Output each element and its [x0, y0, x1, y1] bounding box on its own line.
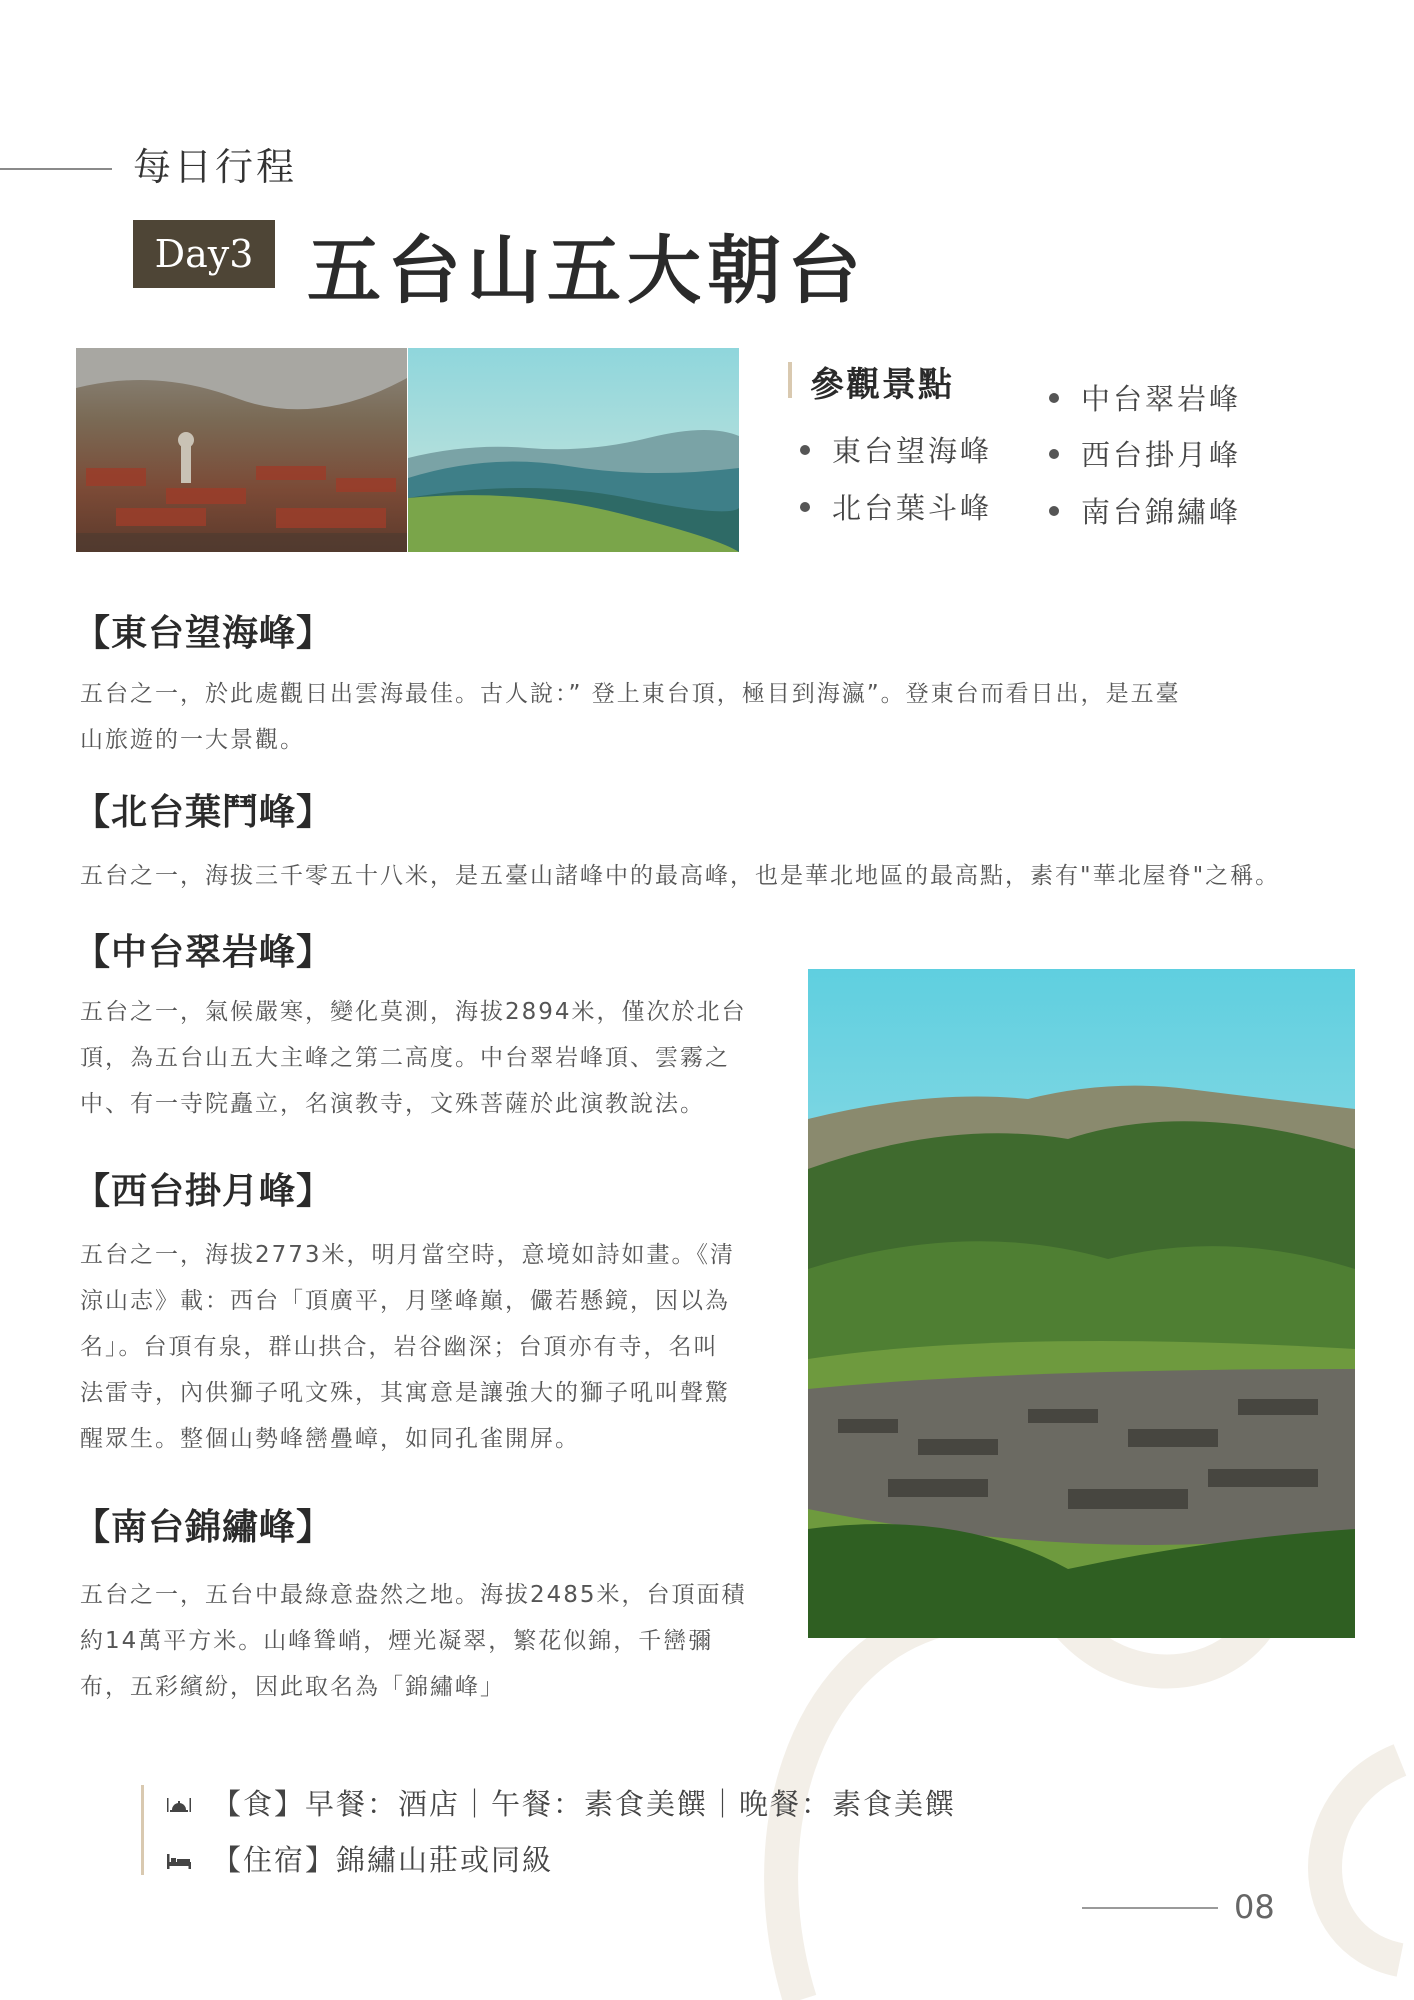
attraction-item: 中台翠岩峰 — [1049, 377, 1241, 418]
section-label: 每日行程 — [133, 145, 298, 189]
section-paragraph: 五台之一，海拔2773米，明月當空時，意境如詩如畫。《清 涼山志》載：西台「頂廣平，月墜峰巔，儼若懸鏡，因以為 名」。台頂有泉，群山拱合，岩谷幽深；台頂亦有寺，名叫 法雷寺，內供獅子吼文殊，其寓意是讓強大的獅子吼叫聲驚 醒眾生。整個山勢峰巒疊嶂，如同孔雀開屏。 — [80, 1242, 736, 1452]
bed-icon — [166, 1851, 192, 1871]
bullet-icon — [1049, 449, 1059, 459]
bullet-icon — [1049, 506, 1059, 516]
attraction-item: 西台掛月峰 — [1049, 433, 1241, 474]
valley-village-photo — [808, 969, 1355, 1638]
attractions-heading: 參觀景點 — [810, 365, 954, 405]
meals-info: 【食】早餐：酒店｜午餐：素食美饌｜晚餐：素食美饌 — [212, 1787, 957, 1821]
section-paragraph: 五台之一，於此處觀日出雲海最佳。古人說：” 登上東台頂，極目到海瀛”。登東台而看日出，是五臺 山旅遊的一大景觀。 — [80, 681, 1181, 753]
bullet-icon — [1049, 393, 1059, 403]
section-title: 【東台望海峰】 — [74, 613, 334, 654]
section-title: 【北台葉鬥峰】 — [74, 792, 334, 833]
attractions-accent-bar — [788, 362, 792, 398]
section-title: 【中台翠岩峰】 — [74, 932, 334, 973]
dining-icon — [166, 1794, 192, 1814]
page-number: 08 — [1234, 1888, 1275, 1926]
footer-accent-bar — [141, 1785, 144, 1875]
page-title: 五台山五大朝台 — [307, 228, 867, 314]
grassy-ridge-photo — [408, 348, 739, 552]
bullet-icon — [800, 445, 810, 455]
day-badge: Day3 — [133, 220, 275, 288]
lodging-info: 【住宿】錦繡山莊或同級 — [212, 1843, 554, 1877]
section-title: 【南台錦繡峰】 — [74, 1507, 334, 1548]
section-paragraph: 五台之一，五台中最綠意盎然之地。海拔2485米，台頂面積 約14萬平方米。山峰聳峭，煙光凝翠，繁花似錦，千巒彌 布，五彩繽紛，因此取名為「錦繡峰」 — [80, 1582, 747, 1700]
temple-town-photo — [76, 348, 407, 552]
bullet-icon — [800, 502, 810, 512]
header-rule — [0, 168, 112, 170]
page-number-rule — [1082, 1907, 1218, 1909]
section-paragraph: 五台之一，氣候嚴寒，變化莫測，海拔2894米，僅次於北台 頂，為五台山五大主峰之第二高度。中台翠岩峰頂、雲霧之 中、有一寺院矗立，名演教寺，文殊菩薩於此演教說法。 — [80, 999, 747, 1117]
section-title: 【西台掛月峰】 — [74, 1171, 334, 1212]
attraction-item: 南台錦繡峰 — [1049, 490, 1241, 531]
attraction-item: 北台葉斗峰 — [800, 486, 992, 527]
attraction-item: 東台望海峰 — [800, 429, 992, 470]
section-paragraph: 五台之一，海拔三千零五十八米，是五臺山諸峰中的最高峰，也是華北地區的最高點，素有"華北屋脊"之稱。 — [80, 863, 1281, 889]
